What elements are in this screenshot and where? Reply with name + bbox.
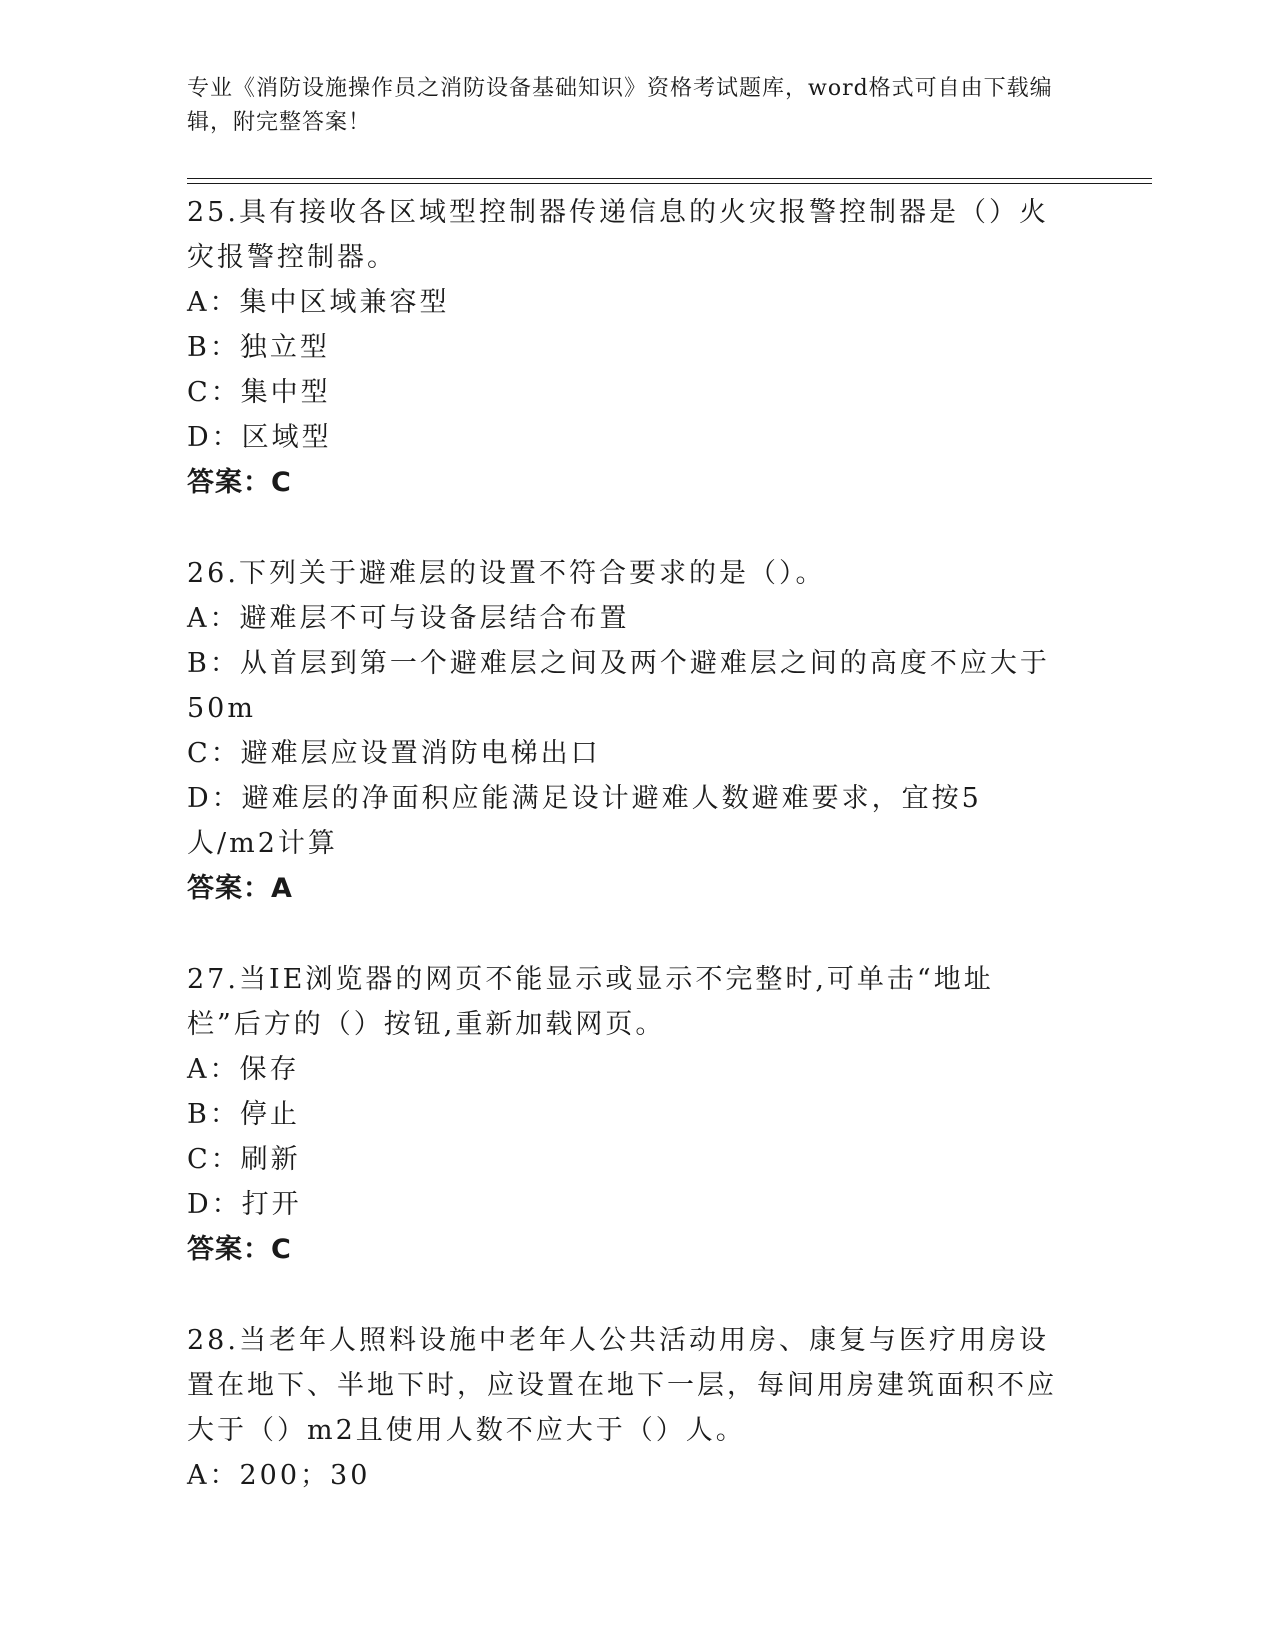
answer: 答案：C [187,467,292,498]
question-stem: 27.当IE浏览器的网页不能显示或显示不完整时,可单击“地址栏”后方的（）按钮,重新加载网页。 [187,964,994,1040]
question-stem: 28.当老年人照料设施中老年人公共活动用房、康复与医疗用房设置在地下、半地下时，应设置在地下一层，每间用房建筑面积不应大于（）m2且使用人数不应大于（）人。 [187,1325,1057,1446]
option-b: B：从首层到第一个避难层之间及两个避难层之间的高度不应大于50m [187,648,1050,724]
option-c: C：避难层应设置消防电梯出口 [187,738,601,769]
option-d: D：区域型 [187,422,332,453]
option-d: D：打开 [187,1189,302,1220]
document-header: 专业《消防设施操作员之消防设备基础知识》资格考试题库，word格式可自由下载编辑，附完整答案！ [187,76,1053,135]
header-rule-bottom [187,183,1152,184]
question-stem: 25.具有接收各区域型控制器传递信息的火灾报警控制器是（）火灾报警控制器。 [187,197,1049,273]
option-a: A：保存 [187,1054,300,1085]
option-a: A：200；30 [187,1460,371,1491]
option-a: A：集中区域兼容型 [187,287,450,318]
answer: 答案：A [187,873,293,904]
option-c: C：集中型 [187,377,331,408]
question-28 [187,1318,1067,1498]
option-d: D：避难层的净面积应能满足设计避难人数避难要求，宜按5人/m2计算 [187,783,982,859]
option-b: B：停止 [187,1099,300,1130]
question-list [187,190,1067,1498]
header-rule-top [187,178,1152,179]
question-stem: 26.下列关于避难层的设置不符合要求的是（）。 [187,558,826,589]
question-27 [187,957,1067,1272]
answer: 答案：C [187,1234,292,1265]
option-c: C：刷新 [187,1144,301,1175]
question-25 [187,190,1067,505]
question-26 [187,551,1067,911]
option-b: B：独立型 [187,332,330,363]
option-a: A：避难层不可与设备层结合布置 [187,603,630,634]
